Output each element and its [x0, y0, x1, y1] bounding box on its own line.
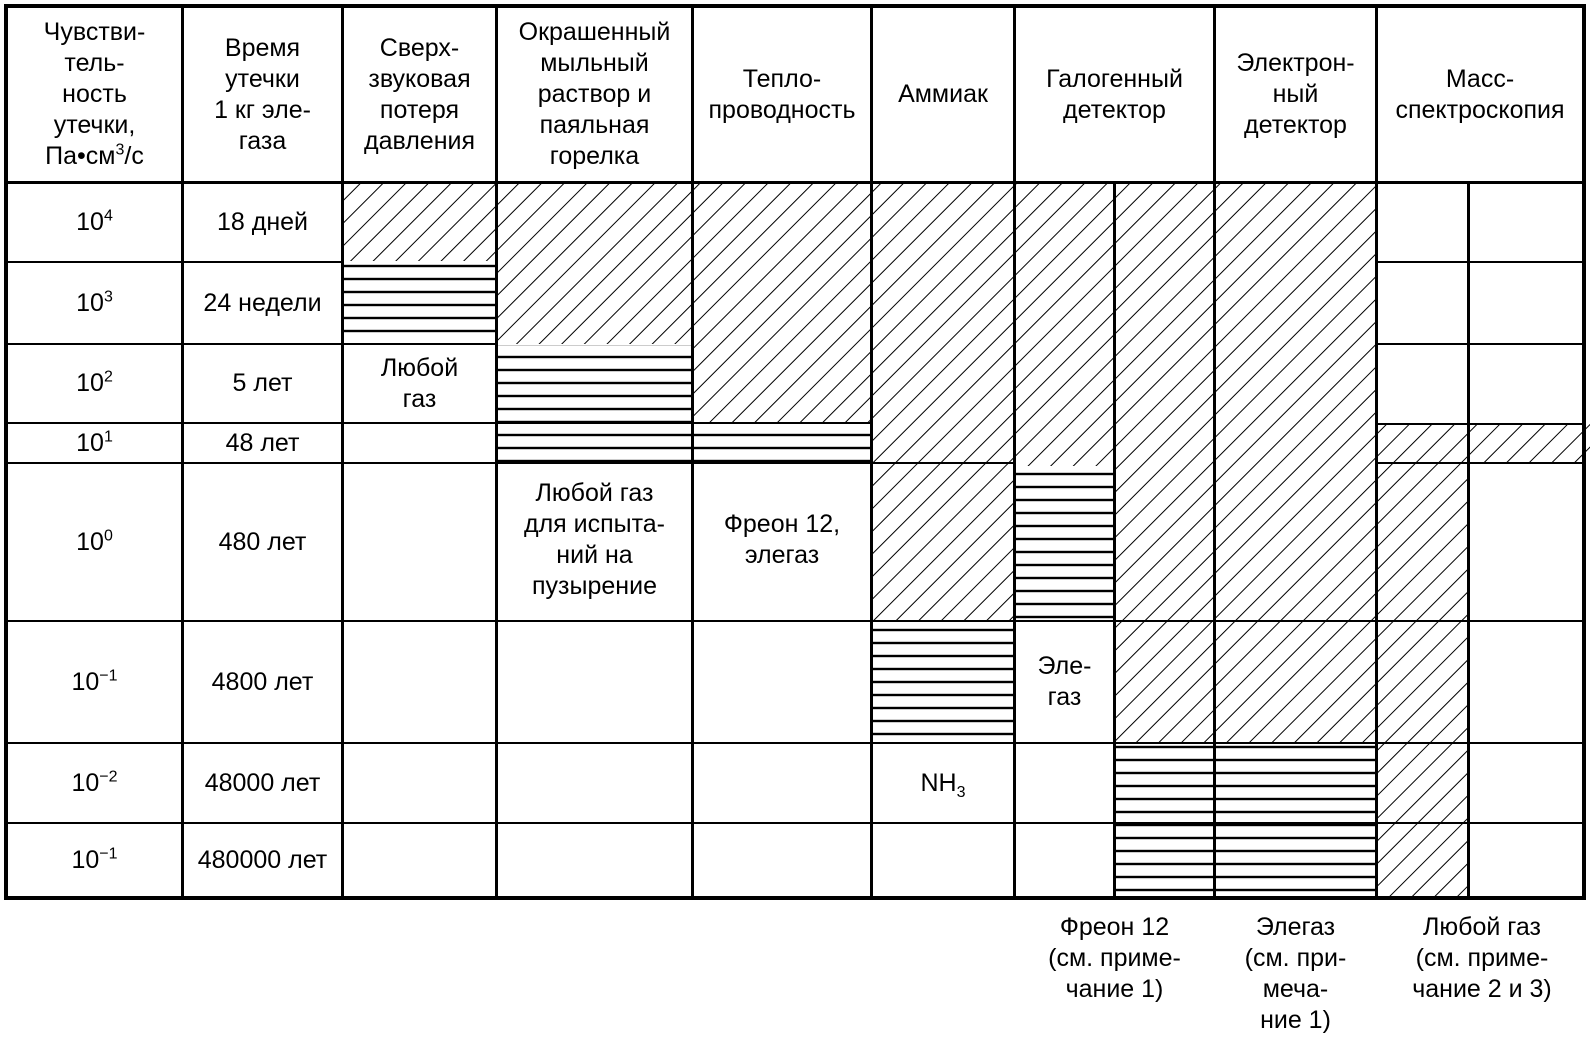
ammonia-gas-note: $NH_3$	[920, 768, 966, 801]
row-leak-time: 48 лет	[225, 428, 300, 457]
grid-line	[1375, 462, 1586, 464]
row-leak-time: 48000 лет	[204, 768, 321, 797]
header-time: Время утечки 1 кг эле- газа	[214, 33, 311, 155]
header-mass: Масс- спектроскопия	[1395, 64, 1565, 124]
supersonic-gas-note: Любой газ	[380, 353, 459, 413]
grid-line	[1375, 423, 1586, 425]
header-electron: Электрон- ный детектор	[1236, 49, 1355, 139]
row-leak-time: 480000 лет	[197, 845, 328, 874]
row-leak-time: 24 недели	[203, 288, 322, 317]
row-leak-time: 5 лет	[232, 369, 293, 397]
thermal-gas-note: Фреон 12, элегаз	[723, 510, 841, 569]
row-sensitivity: $10^{-1}$	[71, 845, 118, 874]
header-thermal: Тепло- проводность	[708, 64, 856, 124]
header-ammonia: Аммиак	[898, 80, 988, 108]
mass-footnote: Любой газ (см. приме- чание 2 и 3)	[1412, 913, 1552, 1003]
row-leak-time: 4800 лет	[211, 667, 314, 696]
row-sensitivity: $10^0$	[76, 527, 113, 556]
row-sensitivity: $10^{-1}$	[71, 667, 118, 696]
row-leak-time: 480 лет	[218, 527, 307, 556]
row-leak-time: 18 дней	[216, 208, 308, 236]
header-halogen: Галогенный детектор	[1046, 64, 1183, 124]
electron-footnote: Элегаз (см. при- меча- ние 1)	[1244, 913, 1347, 1034]
header-soap: Окрашенный мыльный раствор и паяльная горелка	[518, 18, 671, 170]
halogen-footnote: Фреон 12 (см. приме- чание 1)	[1048, 913, 1181, 1003]
row-sensitivity: $10^2$	[76, 368, 113, 397]
header-sensitivity: Чувстви- тель- ность утечки, $Па•см^3/с$	[43, 18, 146, 170]
row-sensitivity: $10^4$	[76, 207, 113, 236]
row-sensitivity: $10^{-2}$	[71, 768, 118, 797]
grid-line	[1375, 343, 1586, 345]
soap-gas-note: Любой газ для испыта- ний на пузырение	[523, 479, 666, 600]
grid-line	[1467, 183, 1470, 900]
grid-line	[1375, 261, 1586, 263]
grid-line	[1113, 183, 1116, 900]
header-supersonic: Сверх- звуковая потеря давления	[364, 33, 475, 155]
row-sensitivity: $10^3$	[76, 288, 113, 317]
halogen-gas-note: Эле- газ	[1037, 652, 1092, 711]
row-sensitivity: $10^1$	[76, 428, 113, 457]
